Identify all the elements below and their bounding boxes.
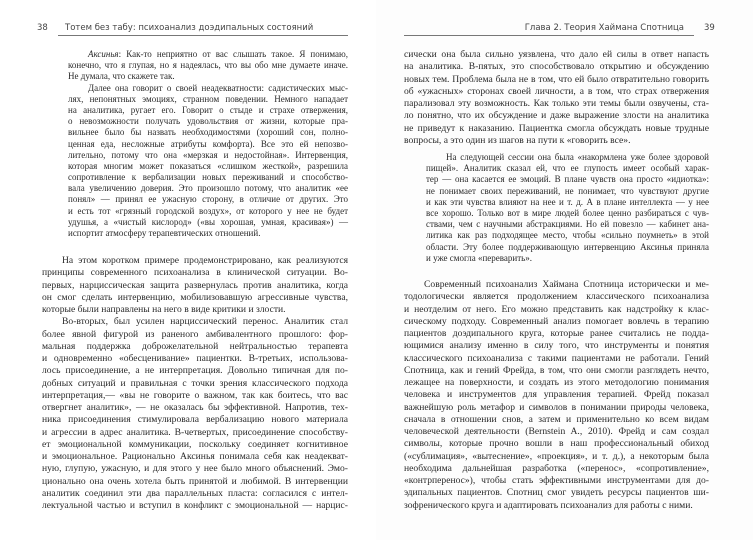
text-line: На следующей сессии она была «накормлена уже более здоровой — [446, 152, 709, 162]
dialogue-text: : Как-то неприятно от вас слышать такое. Я понимаю, — [118, 49, 348, 59]
text-line: вала увеличению доверия. Это произошло потому, что аналитик «ее — [68, 183, 348, 194]
text-line: первых, нарциссическая защита развернулась против аналитика, когда — [42, 279, 348, 291]
text-line: и эмоциональное. Рационально Аксинья понимала себя как неадекват- — [42, 451, 348, 462]
text-line: ющимися анализу именно в силу того, что инструменты и понятия — [404, 340, 709, 352]
text-line: пищей». Аналитик сказал ей, что ее глупость имеет особый харак- — [426, 163, 709, 174]
text-line: интерпретация,— «вы не говорите о важном, так как боитесь, что вас — [42, 389, 348, 401]
text-line: тодологически является продолжением классического психоанализа — [404, 291, 709, 303]
text-line: понял» — принял ее ужасную сторону, в отличие от других. Это — [68, 194, 348, 205]
text-line: лежащее на поверхности, и создать из этого методологию понимания — [404, 377, 709, 388]
text-line: эдипальных пациентов. Спотниц смог увидеть ресурсы пациентов ши- — [404, 487, 709, 499]
text-line: вопросы, а это один из шагов на пути к «говорить все». — [404, 134, 631, 146]
text-line: сначала в отношении снов, а затем и применительно ко всем видам — [404, 413, 709, 425]
text-line: ло понятно, что их обсуждение и даже выражение злости на аналитика — [404, 110, 709, 122]
text-line: и как эти чувства влияют на нее и т. д. А в плане интеллекта — у нее — [426, 196, 709, 207]
text-line: конечно, что я глупая, но я надеялась, что вы обо мне думаете иначе. — [68, 60, 348, 71]
main-text — [404, 49, 709, 147]
text-line: мальная поддержка доброжелательной нейтральностью терапевта — [42, 340, 348, 352]
paragraph — [42, 316, 348, 512]
text-line: важнейшую роль метафор и символов в понимании природы человека, — [404, 401, 709, 413]
text-line: которые были направлены на него в виде критики и злости. — [42, 304, 286, 315]
text-line: он смог сделать интервенцию, мобилизовавшую агрессивные чувства, — [42, 291, 348, 303]
text-line: и есть тот «грязный городской воздух», от которого у нее не будет — [68, 205, 348, 216]
text-line: необходима дальнейшая разработка («перенос», «сопротивление», — [404, 462, 709, 474]
main-text — [42, 255, 348, 512]
text-line: Спотница, как и гений Фрейда, в том, что они смогли разглядеть нечто, — [404, 364, 709, 376]
text-line: на аналитика, ругает его. Говорит о стыде и страхе отвержения, — [68, 104, 348, 115]
text-line: пациентов доэдипального круга, которые ранее считались не подда- — [404, 328, 709, 339]
text-line: сическому подходу. Современный анализ помогает вовлечь в терапию — [404, 315, 709, 327]
paragraph — [42, 255, 348, 316]
text-line: аналитик соединил эти два параллельных пласта: согласился с интел- — [42, 487, 348, 499]
text-line: ценная еда, несложные атрибуты комфорта). Все это ей непозво- — [68, 138, 348, 149]
right-page — [376, 0, 753, 540]
text-line: не понимает своих переживаний, не понимает, что чувствуют другие — [426, 185, 709, 196]
text-line: зофренического круга и адаптировать психоанализ для работы с ними. — [404, 499, 693, 511]
text-line: Далее она говорит о своей неадекватности: садистических мыс- — [88, 82, 348, 93]
page-number: 39 — [704, 23, 715, 33]
text-line: отвергнет аналитик», — не оказалась бы эффективной. Напротив, тех- — [42, 402, 348, 413]
text-line: человека и инструментов для управления терапией. Фрейд показал — [404, 389, 709, 401]
text-line: которая многим может показаться «слишком жесткой», разрешила — [68, 160, 348, 171]
text-line: принципы современного психоанализа в клинической ситуации. Во- — [42, 267, 348, 279]
text-line: о невозможности получать удовольствия от жизни, которые пра- — [68, 116, 348, 127]
page-number: 38 — [37, 23, 48, 33]
text-line: парализовал эту возможность. Как только эти темы были озвучены, ста- — [404, 98, 709, 109]
text-line: и агрессии в адрес аналитика. В-четвертых, присоединение способству- — [42, 426, 348, 438]
text-line: («сублимация», «вытеснение», «проекция», и т. д.), а некоторым была — [404, 450, 709, 462]
text-line: не приведут к наказанию. Пациентка смогла обсуждать новые трудные — [404, 122, 709, 134]
text-line: лось присоединение, а не интерпретация. Довольно типичная для по- — [42, 365, 348, 377]
text-line: ника присоединения стимулировала вербализацию нового материала — [42, 414, 348, 426]
text-line: лектуальной частью и вступил в конфликт с эмоциональной — нарцис- — [42, 500, 348, 511]
text-line: Не думала, что скажете так. — [68, 71, 175, 82]
text-line: добных ситуаций и правильная с точки зрения классического подхода — [42, 377, 348, 389]
text-line: удушья, а «чистый кислород» («вы хорошая, умная, красивая») — — [68, 216, 348, 227]
text-line: символы, которые прочно вошли в наш профессиональный обиход — [404, 438, 709, 450]
text-line: литика как раз подходящее место, чтобы «сильно поумнеть» в этой — [426, 230, 709, 241]
dialogue-line — [68, 49, 348, 60]
text-line: лительно, потому что она «мерзкая и недостойная». Интервенция, — [68, 149, 348, 160]
text-line: испортит атмосферу терапевтических отношений. — [68, 228, 261, 238]
case-quote-block — [426, 152, 709, 264]
text-line: области. Эту более поддерживающую интервенцию Аксинья приняла — [426, 241, 709, 252]
case-quote-block — [68, 49, 348, 239]
text-line: об «ужасных» сторонах своей личности, а в том, что страх отвержения — [404, 85, 709, 97]
text-line: на аналитика. В-пятых, это способствовало открытию и обсуждению — [404, 61, 709, 73]
header-rule — [58, 35, 348, 36]
running-title: Глава 2. Теория Хаймана Спотница — [524, 23, 684, 33]
running-title: Тотем без табу: психоанализ доэдипальных состояний — [65, 23, 314, 33]
text-line: ствами, чем с научными абстракциями. Но ей повезло — кабинет ана- — [426, 219, 709, 230]
text-line: ет эмоциональной коммуникации, поскольку соединяет когнитивное — [42, 438, 348, 450]
text-line: ную, глупую, ужасную, и для этого у нее было много объяснений. Эмо- — [42, 463, 348, 475]
speaker-name: Аксинья — [88, 49, 119, 59]
text-line: сически она была сильно уязвлена, что дало ей силы в ответ напасть — [404, 49, 709, 60]
text-line: более явной фигурой из раненого амбивалентного прошлого: фор- — [42, 328, 348, 340]
text-line: сопротивление к вербализации новых переживаний и способство- — [68, 172, 348, 183]
text-line: «контрперенос»), чтобы стать эффективными инструментами для до- — [404, 475, 709, 486]
text-line: ционально она очень хотела быть принятой и любимой. В интервенции — [42, 475, 348, 487]
header-rule — [404, 35, 694, 36]
text-line: вильнее было бы назвать необходимостями (хороший сон, полно- — [68, 127, 348, 138]
main-text — [404, 279, 709, 512]
text-line: классического психоанализа с такими пациентами не работали. Гений — [404, 352, 709, 364]
left-page — [0, 0, 376, 540]
text-line: человеческой деятельности (Bernstein A., 2010). Фрейд и сам создал — [404, 426, 709, 437]
text-line: новых тем. Проблема была не в том, что ей было отвратительно говорить — [404, 73, 709, 85]
text-line: Современный психоанализ Хаймана Спотница исторически и ме- — [424, 279, 709, 290]
text-line: все хорошо. Только вот в мире людей более ценно разбираться с чув- — [426, 207, 709, 218]
text-line: и уже смогла «переварить». — [426, 252, 532, 263]
text-line: На этом коротком примере продемонстрировано, как реализуются — [62, 255, 348, 266]
text-line: Во-вторых, был усилен нарциссический перенос. Аналитик стал — [62, 316, 348, 328]
text-line: и одновременно «обесценивание» пациентки. В-третьих, использова- — [42, 353, 348, 364]
text-line: тер — она касается ее эмоций. В плане чувств она просто «идиотка»: — [426, 174, 709, 185]
text-line: лях, непонятных эмоциях, странном поведении. Немного нападает — [68, 93, 348, 104]
text-line: и неотделим от него. Его можно представить как надстройку к клас- — [404, 303, 709, 315]
